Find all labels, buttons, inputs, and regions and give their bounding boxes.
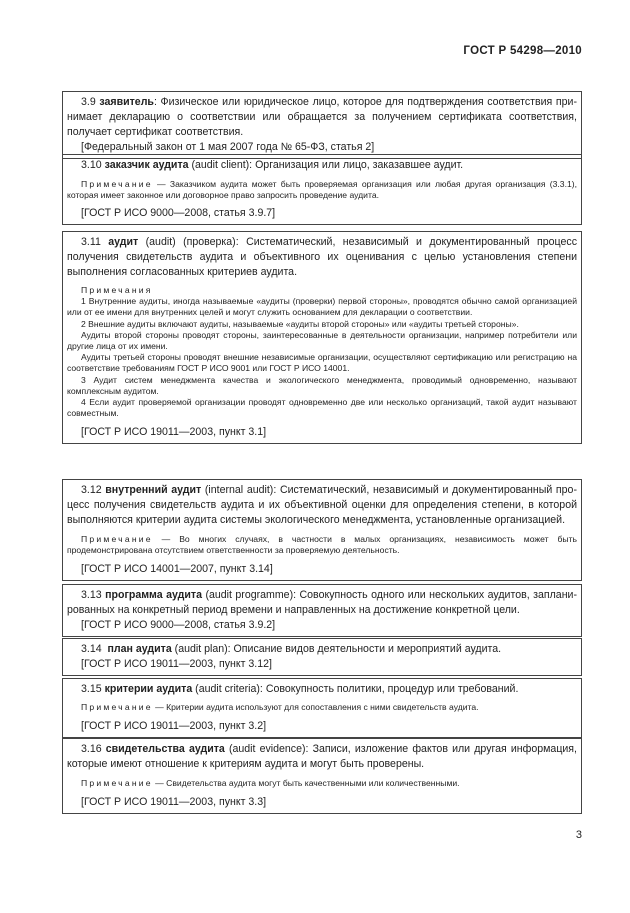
- source-reference: [ГОСТ Р ИСО 9000—2008, статья 3.9.2]: [81, 619, 276, 631]
- definition-text: 3.12 внутренний аудит (internal audit): Систематический, независимый и документированный процесс получения свидетельств аудита и их объективной оценки для определения степени, в которой выполняются критерии аудита системы экологического менеджмента, установленные организацией.: [67, 484, 577, 526]
- term-entry-3-12: [62, 479, 582, 581]
- note-text: Примечание — Во многих случаях, в частности в малых организациях, независимость может быть продемонстрирована отсутствием ответственности за проверяемую деятельность.: [67, 534, 577, 556]
- notes-label: Примечания: [81, 285, 153, 295]
- term-entry-3-11: [62, 231, 582, 444]
- definition-text: 3.10 заказчик аудита (audit client): Организация или лицо, заказавшее аудит.: [81, 159, 464, 171]
- term-name: заявитель: [99, 96, 154, 108]
- note-text: Примечание — Критерии аудита используют для сопоставления с ними свидетельств аудита.: [81, 702, 479, 712]
- source-reference: [ГОСТ Р ИСО 14001—2007, пункт 3.14]: [81, 563, 273, 576]
- note-label: Примечание: [81, 534, 153, 544]
- term-entry-3-9: [62, 91, 582, 159]
- note-item: 2 Внешние аудиты включают аудиты, называемые «аудиты второй стороны» или «аудиты третьей стороны».: [81, 318, 519, 329]
- term-name: свидетельства аудита: [105, 743, 225, 755]
- note-item: Аудиты второй стороны проводят стороны, заинтересованные в деятельности организации, например потребители или другие лица от их имени.: [67, 329, 577, 352]
- definition-text: 3.16 свидетельства аудита (audit evidence): Записи, изложение фактов или другая информация, которые имеют отношение к критериям аудита и могут быть проверены.: [67, 743, 577, 770]
- term-entry-3-14: [62, 638, 582, 676]
- source-reference: [Федеральный закон от 1 мая 2007 года № 65-ФЗ, статья 2]: [81, 141, 375, 153]
- definition-text: 3.14 план аудита (audit plan): Описание видов деятельности и мероприятий аудита.: [81, 643, 502, 655]
- note-label: Примечание: [81, 778, 153, 788]
- note-label: Примечание: [81, 702, 153, 712]
- source-reference: [ГОСТ Р ИСО 9000—2008, статья 3.9.7]: [81, 207, 276, 220]
- term-entry-3-16: [62, 738, 582, 814]
- term-entry-3-13: [62, 584, 582, 637]
- term-entry-3-15: [62, 678, 582, 738]
- term-name: аудит: [108, 236, 139, 248]
- term-entry-3-10: [62, 154, 582, 225]
- note-item: 3 Аудит систем менеджмента качества и экологического менеджмента, проводимый одновременно, называют комплексным аудитом.: [67, 374, 577, 396]
- source-reference: [ГОСТ Р ИСО 19011—2003, пункт 3.1]: [81, 426, 267, 439]
- source-reference: [ГОСТ Р ИСО 19011—2003, пункт 3.12]: [81, 658, 272, 670]
- definition-text: 3.13 программа аудита (audit programme): Совокупность одного или нескольких аудитов, запланированных на конкретный период времени и направленных на достижение конкретной цели.: [67, 589, 577, 616]
- note-item: 4 Если аудит проверяемой организации проводят одновременно две или несколько организаций, такой аудит называют совместным.: [67, 397, 577, 419]
- note-item: 1 Внутренние аудиты, иногда называемые «аудиты (проверки) первой стороны», проводятся обычно самой организацией или от ее имени для внутренних целей и могут служить основанием для декларации о соответствии.: [67, 296, 577, 318]
- standard-header: ГОСТ Р 54298—2010: [463, 45, 582, 57]
- term-name: критерии аудита: [104, 683, 193, 695]
- term-name: заказчик аудита: [104, 159, 189, 171]
- note-label: Примечание: [81, 179, 153, 189]
- definition-text: 3.9 заявитель: Физическое или юридическое лицо, которое для подтверждения соответствия принимает декларацию о соответствии или обращается за получением сертификата соответствия, получает сертификат соответствия.: [67, 96, 577, 138]
- note-item: Аудиты третьей стороны проводят внешние независимые организации, осуществляют сертификацию или регистрацию на соответствие требованиям ГОСТ Р ИСО 9001 или ГОСТ Р ИСО 14001.: [67, 352, 577, 374]
- source-reference: [ГОСТ Р ИСО 19011—2003, пункт 3.3]: [81, 796, 267, 809]
- term-name: внутренний аудит: [105, 484, 202, 496]
- term-name: программа аудита: [105, 589, 202, 601]
- note-text: Примечание — Заказчиком аудита может быть проверяемая организация или любая другая организация (3.3.1), которая имеет законное или договорное право запросить проведение аудита.: [67, 179, 577, 201]
- term-name: план аудита: [107, 643, 172, 655]
- note-text: Примечание — Свидетельства аудита могут быть качественными или количественными.: [81, 778, 460, 788]
- definition-text: 3.15 критерии аудита (audit criteria): Совокупность политики, процедур или требований.: [81, 683, 519, 695]
- definition-text: 3.11 аудит (audit) (проверка): Систематический, независимый и документированный процесс получения свидетельств аудита и объективного их оценивания с целью установления степени выполнения согласованных критериев аудита.: [67, 236, 577, 278]
- page-number: 3: [575, 829, 582, 841]
- source-reference: [ГОСТ Р ИСО 19011—2003, пункт 3.2]: [81, 720, 267, 733]
